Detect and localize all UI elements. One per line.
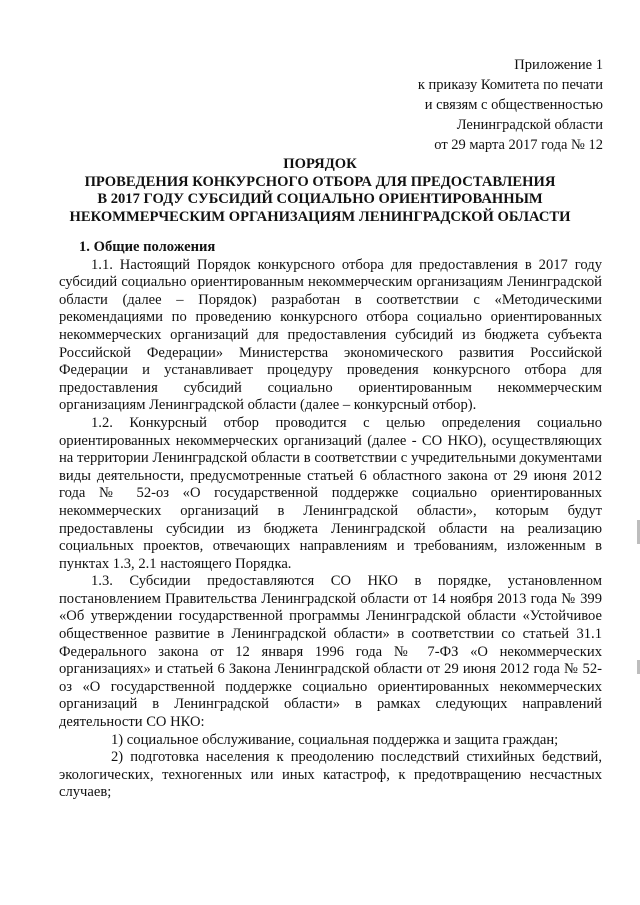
appendix-block bbox=[418, 55, 603, 155]
title-line: НЕКОММЕРЧЕСКИМ ОРГАНИЗАЦИЯМ ЛЕНИНГРАДСКОЙ ОБЛАСТИ bbox=[69, 208, 571, 225]
paragraph-1-1: 1.1. Настоящий Порядок конкурсного отбора для предоставления в 2017 году субсидий социально ориентированным некоммерческим организациям Ленинградской области (далее – Порядок) разработан в соответствии с «Методическими рекомендациями по проведению конкурсного отбора социально ориентированных некоммерческих организаций для предоставления субсидий из бюджета субъекта Российской Федерации» Министерства экономического развития Российской Федерации и устанавливает процедуру проведения конкурсного отбора для предоставления субсидий социально ориентированным некоммерческим организациям Ленинградской области (далее – конкурсный отбор). bbox=[59, 256, 602, 414]
title-line: ПРОВЕДЕНИЯ КОНКУРСНОГО ОТБОРА ДЛЯ ПРЕДОСТАВЛЕНИЯ bbox=[84, 173, 556, 190]
appendix-line: Ленинградской области bbox=[456, 117, 603, 133]
appendix-line: Приложение 1 bbox=[514, 57, 603, 73]
list-item-2: 2) подготовка населения к преодолению последствий стихийных бедствий, экологических, техногенных или иных катастроф, к предотвращению несчастных случаев; bbox=[59, 749, 602, 801]
title-line: В 2017 ГОДУ СУБСИДИЙ СОЦИАЛЬНО ОРИЕНТИРОВАННЫМ bbox=[97, 191, 543, 207]
paragraph-1-2: 1.2. Конкурсный отбор проводится с целью определения социально ориентированных некоммерческих организаций (далее - СО НКО), осуществляющих на территории Ленинградской области в соответствии с учредительными документами виды деятельности, предусмотренные статьей 6 областного закона от 29 июня 2012 года № 52-оз «О государственной поддержке социально ориентированных некоммерческих организаций в Ленинградской области», которым будут предоставлены субсидии из бюджета Ленинградской области на реализацию социальных проектов, отвечающих направлениям и требованиям, изложенным в пунктах 1.3, 2.1 настоящего Порядка. bbox=[59, 414, 602, 572]
document-body bbox=[59, 239, 602, 802]
appendix-line: и связям с общественностью bbox=[424, 97, 603, 113]
list-item-1: 1) социальное обслуживание, социальная поддержка и защита граждан; bbox=[111, 731, 559, 748]
appendix-date-line: от 29 марта 2017 года № 12 bbox=[434, 137, 603, 153]
section-heading: 1. Общие положения bbox=[79, 239, 216, 255]
title-line: ПОРЯДОК bbox=[283, 156, 357, 172]
document-title bbox=[40, 156, 600, 226]
paragraph-1-3: 1.3. Субсидии предоставляются СО НКО в порядке, установленном постановлением Правительства Ленинградской области от 14 ноября 2013 года № 399 «Об утверждении государственной программы Ленинградской области «Устойчивое общественное развитие в Ленинградской области» в соответствии со статьей 31.1 Федерального закона от 12 января 1996 года № 7-ФЗ «О некоммерческих организациях» и статьей 6 Закона Ленинградской области от 29 июня 2012 года № 52-оз «О государственной поддержке социально ориентированных некоммерческих организаций в Ленинградской области» в рамках следующих направлений деятельности СО НКО: bbox=[59, 573, 602, 731]
appendix-line: к приказу Комитета по печати bbox=[417, 77, 603, 93]
